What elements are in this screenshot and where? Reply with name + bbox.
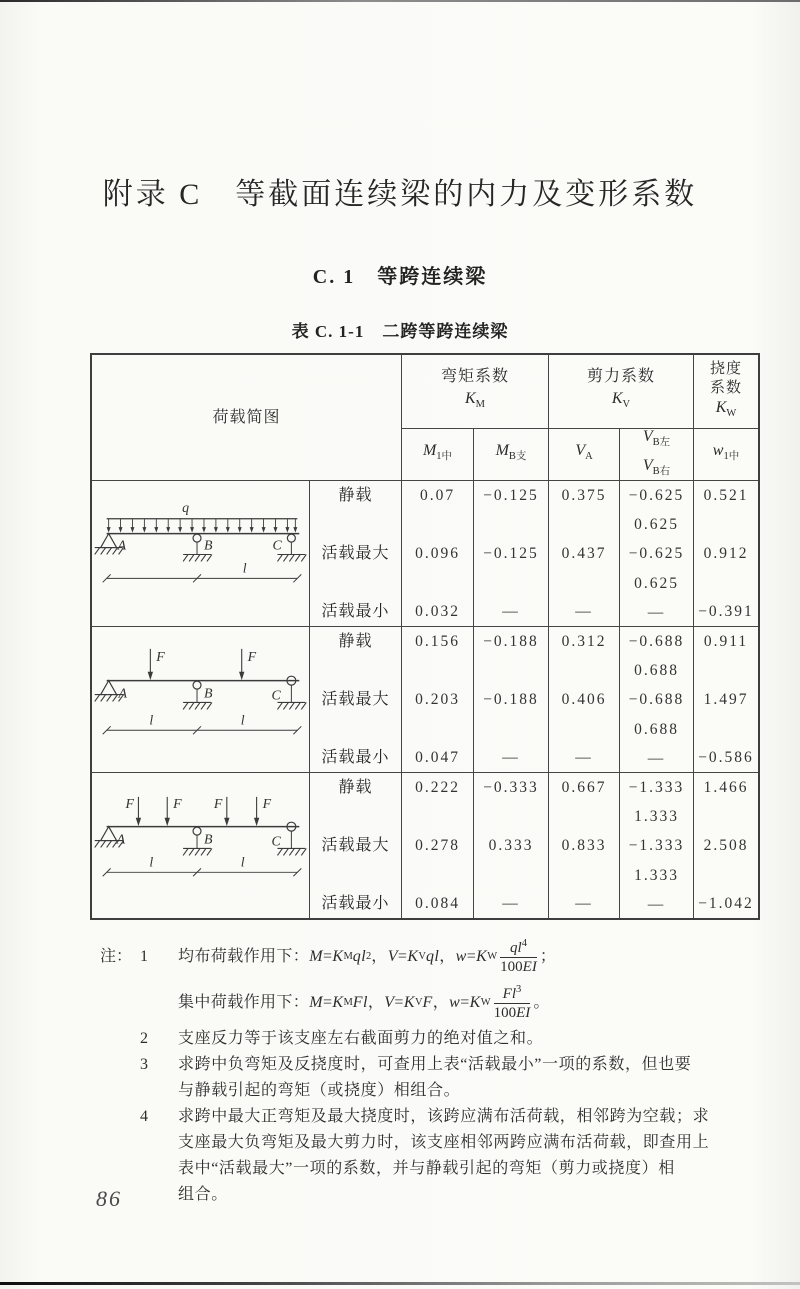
scan-edge-bottom (0, 1282, 800, 1285)
support-label-b: B (203, 538, 213, 554)
header-col-vb: $V_{B左}$ $V_{B右}$ (619, 428, 693, 480)
col-m1 (401, 627, 473, 772)
beam-diagram-uniform-load (92, 481, 309, 626)
table-cell: 0.911 (703, 633, 749, 650)
header-col-mb: $M_{B支}$ (473, 428, 548, 480)
note-number: 3 (140, 1056, 148, 1073)
table-cell: 1.333 (634, 808, 679, 826)
support-label-b: B (203, 686, 213, 702)
col-w1 (693, 481, 758, 626)
table-cell: 1.333 (634, 866, 679, 884)
col-mb (473, 481, 548, 626)
support-label-a: A (116, 832, 126, 848)
header-deflection-group: 挠度 系数 $K_W$ (693, 355, 758, 428)
table-cell: 0.312 (561, 633, 607, 650)
row-label: 静载 (338, 487, 373, 504)
table-cell: −0.125 (483, 487, 539, 504)
table-cell: 0.521 (703, 487, 749, 504)
support-label-c: C (271, 688, 281, 704)
header-moment-group: 弯矩系数 $K_M$ (401, 355, 548, 428)
table-cell: −1.333 (628, 779, 685, 796)
table-header (92, 355, 758, 480)
beam-diagram-four-point-loads (92, 773, 309, 918)
table-row-group-four-point-loads (92, 772, 758, 918)
table-cell: −0.625 (628, 545, 685, 563)
table-cell: −0.688 (628, 633, 685, 650)
table-caption: 表 C. 1-1 二跨等跨连续梁 (291, 322, 509, 341)
col-va (548, 627, 619, 772)
span-label: l (242, 561, 247, 577)
note-line (100, 980, 718, 1026)
table-cell: 0.667 (561, 779, 607, 796)
note-formula: 均布荷载作用下： M = K M ql 2 ， V = K V ql ， w = K W $\frac{ql^4}{100EI}$ ； (178, 937, 557, 976)
table-row-group-uniform-load (92, 480, 758, 626)
load-label: F (125, 796, 135, 812)
header-col-m1: $M_{1中}$ (401, 428, 473, 480)
table-cell: 1.466 (703, 779, 749, 796)
table-cell: 0.222 (415, 779, 460, 796)
section-heading: C. 1 等跨连续梁 (312, 266, 488, 288)
table-cell: 0.333 (488, 836, 534, 854)
support-label-b: B (203, 832, 213, 848)
note-line (100, 1104, 718, 1130)
table-cell: 0.203 (415, 690, 460, 708)
table-cell: — (502, 894, 520, 912)
col-m1 (401, 481, 473, 626)
header-col-w1: $w_{1中}$ (693, 428, 758, 480)
notes-label: 注： (100, 948, 133, 965)
table-cell: — (647, 749, 666, 767)
col-va (548, 773, 619, 918)
table-cell: 0.688 (634, 662, 679, 680)
span-label: l (240, 855, 245, 871)
row-label: 静载 (338, 633, 373, 650)
load-label: F (156, 649, 165, 665)
row-label: 静载 (338, 779, 373, 796)
table-cell: — (647, 895, 666, 913)
row-label: 活载最小 (321, 748, 390, 766)
note-number: 1 (140, 948, 148, 965)
load-label: F (173, 796, 182, 812)
col-vb (619, 481, 693, 626)
table-cell: 0.625 (634, 574, 679, 592)
col-vb (619, 773, 693, 918)
table-cell: −0.188 (483, 633, 539, 650)
note-line (100, 1130, 718, 1156)
page-title: 附录 C 等截面连续梁的内力及变形系数 (102, 178, 698, 211)
table-cell: 0.156 (415, 633, 460, 650)
row-label: 活载最大 (321, 836, 390, 854)
col-mb (473, 627, 548, 772)
table-cell: −0.586 (698, 748, 754, 766)
note-line (100, 934, 718, 980)
note-line (100, 1078, 718, 1104)
load-diagram-cell (92, 773, 309, 918)
table-cell: 1.497 (703, 690, 749, 708)
load-label: q (182, 500, 190, 516)
table-cell: — (647, 603, 666, 621)
note-text: 与静载引起的弯矩（或挠度）相组合。 (178, 1082, 461, 1099)
page-number: 86 (96, 1186, 122, 1211)
note-text: 求跨中最大正弯矩及最大挠度时，该跨应满布活荷载，相邻跨为空载；求 (178, 1108, 710, 1125)
table-cell: 0.912 (703, 544, 749, 562)
note-line (100, 1182, 718, 1208)
row-label-column (309, 481, 401, 626)
load-label: F (247, 649, 257, 665)
note-line (100, 1156, 718, 1182)
header-shear-group: 剪力系数 $K_V$ (548, 355, 693, 428)
table-cell: — (502, 602, 520, 620)
table-cell: 0.375 (561, 487, 607, 504)
note-formula: 集中荷载作用下： M = K M Fl ， V = K V F ， w = K W $\frac{Fl^3}{100EI}$ 。 (178, 983, 550, 1022)
scan-edge-top (0, 0, 800, 2)
row-label: 活载最小 (321, 602, 390, 620)
table-cell: 0.278 (415, 836, 460, 854)
table-cell: −1.042 (698, 894, 754, 912)
table-cell: −0.125 (483, 544, 539, 562)
note-text: 表中“活载最大”一项的系数，并与静载引起的弯矩（剪力或挠度）相 (178, 1160, 675, 1177)
table-cell: 0.084 (415, 894, 460, 912)
header-load-diagram: 荷载简图 (212, 408, 281, 426)
support-label-c: C (271, 834, 281, 850)
table-row-group-two-point-loads (92, 626, 758, 772)
beam-diagram-two-point-loads (92, 627, 309, 772)
table-cell: 0.047 (415, 748, 460, 766)
span-label: l (149, 713, 154, 729)
notes-section (100, 934, 718, 1208)
load-label: F (213, 796, 223, 812)
table-cell: 0.406 (561, 690, 607, 708)
load-label: F (262, 796, 272, 812)
col-va (548, 481, 619, 626)
table-cell: −0.625 (628, 487, 685, 504)
table-cell: 0.032 (415, 602, 460, 620)
table-cell: 0.07 (419, 487, 456, 504)
header-col-va: $V_A$ (548, 428, 619, 480)
support-label-a: A (117, 538, 127, 554)
note-number: 2 (140, 1030, 148, 1047)
table-cell: −0.188 (483, 690, 539, 708)
span-label: l (240, 713, 245, 729)
table-cell: — (575, 748, 593, 766)
row-label: 活载最大 (321, 544, 390, 562)
table-cell: 0.437 (561, 544, 607, 562)
note-text: 组合。 (178, 1186, 228, 1203)
note-text: 支座最大负弯矩及最大剪力时，该支座相邻两跨应满布活荷载，即查用上 (178, 1134, 710, 1151)
table-cell: 0.688 (634, 720, 679, 738)
note-text: 求跨中负弯矩及反挠度时，可查用上表“活载最小”一项的系数，但也要 (178, 1056, 692, 1073)
table-cell: — (575, 894, 593, 912)
col-vb (619, 627, 693, 772)
note-line (100, 1026, 718, 1052)
row-label: 活载最大 (321, 690, 390, 708)
note-text: 支座反力等于该支座左右截面剪力的绝对值之和。 (178, 1030, 544, 1047)
table-cell: −0.333 (483, 779, 539, 796)
row-label-column (309, 773, 401, 918)
col-w1 (693, 627, 758, 772)
table-cell: −0.688 (628, 691, 685, 709)
table-cell: — (575, 602, 593, 620)
table-cell: 0.625 (634, 516, 679, 534)
table-cell: −0.391 (698, 602, 754, 620)
col-m1 (401, 773, 473, 918)
note-number: 4 (140, 1108, 148, 1125)
table-cell: 2.508 (703, 836, 749, 854)
load-diagram-cell (92, 627, 309, 772)
col-mb (473, 773, 548, 918)
load-diagram-cell (92, 481, 309, 626)
col-w1 (693, 773, 758, 918)
support-label-a: A (118, 686, 128, 702)
table-cell: — (502, 748, 520, 766)
table-cell: 0.096 (415, 544, 460, 562)
table-cell: 0.833 (561, 836, 607, 854)
row-label-column (309, 627, 401, 772)
row-label: 活载最小 (321, 894, 390, 912)
table-cell: −1.333 (628, 837, 685, 855)
support-label-c: C (272, 538, 282, 554)
note-line (100, 1052, 718, 1078)
coefficients-table (90, 353, 760, 920)
span-label: l (149, 855, 154, 871)
